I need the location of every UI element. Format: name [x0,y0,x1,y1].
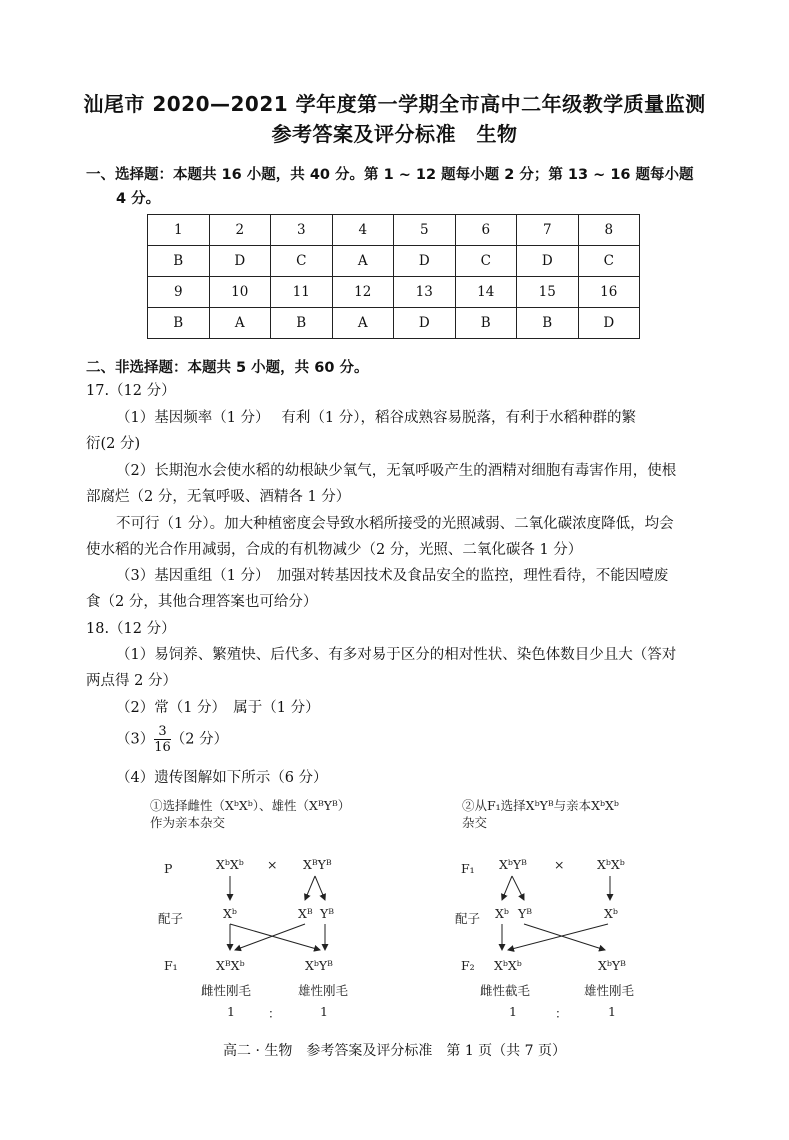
fraction-denominator: 16 [154,740,171,755]
diagram2-gamete: Xᵇ [495,906,509,921]
answer-cell: 15 [517,277,579,308]
diagram2-gamete-label: 配子 [455,911,481,926]
diagram2-male-parent: XᵇYᴮ [499,857,527,872]
answer-cell: D [394,308,456,339]
q17-line: 使水稻的光合作用减弱，合成的有机物减少（2 分，光照、二氧化碳各 1 分） [86,542,583,558]
diagram2-gamete: Yᴮ [518,906,533,921]
answer-cell: 13 [394,277,456,308]
answer-cell: A [332,246,394,277]
answer-cell: A [209,308,271,339]
diagram1-ratio: 1 [227,1004,235,1019]
diagram2-offspring: XᵇYᴮ [598,958,626,973]
diagram1-offspring: XᴮXᵇ [216,958,245,973]
diagram2-ratio: 1 [509,1004,517,1019]
answer-cell: B [517,308,579,339]
answer-cell: 11 [271,277,333,308]
diagram2-offspring: XᵇXᵇ [494,958,522,973]
diagram2-trait: 雄性刚毛 [584,983,635,998]
diagram1-trait: 雌性刚毛 [201,983,252,998]
q18-line: 两点得 2 分） [86,673,177,689]
answer-cell: B [455,308,517,339]
diagram2-female-parent: XᵇXᵇ [597,857,625,872]
answer-cell: 6 [455,215,517,246]
answer-cell: 1 [148,215,210,246]
answer-cell: B [148,308,210,339]
diagram1-ratio-colon: ： [268,1006,281,1021]
answer-cell: 10 [209,277,271,308]
diagram1-male-parent: XᴮYᴮ [303,857,332,872]
answer-cell: 9 [148,277,210,308]
answer-cell: 2 [209,215,271,246]
answer-cell: C [455,246,517,277]
diagram1-gamete: Xᵇ [223,906,237,921]
answer-cell: C [271,246,333,277]
answer-cell: D [578,308,640,339]
answer-cell: D [517,246,579,277]
answer-cell: 7 [517,215,579,246]
diagram2-trait: 雌性截毛 [480,983,531,998]
diagram1-caption: 作为亲本杂交 [150,815,226,830]
diagram1-female-parent: XᵇXᵇ [216,857,244,872]
q17-line: 食（2 分，其他合理答案也可给分） [86,594,318,610]
diagram1-gamete: Xᴮ [298,906,313,921]
section1-heading-cont: 4 分。 [116,191,161,207]
diagram2-cross: × [554,857,565,872]
q18-line: （4）遗传图解如下所示（6 分） [116,770,328,786]
answer-cell: 14 [455,277,517,308]
answer-cell: 16 [578,277,640,308]
diagram1-trait: 雄性刚毛 [298,983,349,998]
q18-line: （1）易饲养、繁殖快、后代多、有多对易于区分的相对性状、染色体数目少且大（答对 [116,647,677,663]
diagram1-cross: × [267,857,278,872]
answer-cell: B [271,308,333,339]
q17-line: 部腐烂（2 分，无氧呼吸、酒精各 1 分） [86,489,351,505]
answer-cell: 5 [394,215,456,246]
answer-cell: C [578,246,640,277]
diagram1-ratio: 1 [320,1004,328,1019]
answer-cell: 8 [578,215,640,246]
page-title: 汕尾市 2020—2021 学年度第一学期全市高中二年级教学质量监测 [83,92,706,116]
q18-head: 18.（12 分） [86,621,176,637]
q17-line: 衍(2 分) [86,436,141,452]
fraction-numerator: 3 [154,724,171,740]
q17-line: （3）基因重组（1 分） 加强对转基因技术及食品安全的监控，理性看待，不能因噎废 [116,568,669,584]
diagram2-caption: 杂交 [462,815,488,830]
q17-head: 17.（12 分） [86,383,176,399]
answer-cell: D [394,246,456,277]
q18-line: （2）常（1 分） 属于（1 分） [116,700,320,716]
answer-cell: D [209,246,271,277]
q18-3-prefix: （3） [116,731,155,748]
q17-line: （2）长期泡水会使水稻的幼根缺少氧气，无氧呼吸产生的酒精对细胞有毒害作用，使根 [116,463,677,479]
answer-cell: 3 [271,215,333,246]
q17-line: 不可行（1 分）。加大种植密度会导致水稻所接受的光照减弱、二氧化碳浓度降低，均会 [116,516,674,532]
q18-3-suffix: （2 分） [170,731,229,748]
diagram2-ratio: 1 [608,1004,616,1019]
section1-heading: 一、选择题：本题共 16 小题，共 40 分。第 1 ~ 12 题每小题 2 分；第 13 ~ 16 题每小题 [86,167,694,183]
diagram2-f1-label: F₁ [461,861,475,876]
diagram1-offspring: XᵇYᴮ [305,958,333,973]
diagram2-gamete: Xᵇ [604,906,618,921]
diagram1-caption: ①选择雌性（XᵇXᵇ）、雄性（XᴮYᴮ） [150,798,351,813]
answer-cell: 4 [332,215,394,246]
diagram2-caption: ②从F₁选择XᵇYᴮ与亲本XᵇXᵇ [462,798,619,813]
diagram1-gamete-label: 配子 [158,911,184,926]
answer-cell: A [332,308,394,339]
answer-cell: 12 [332,277,394,308]
section2-heading: 二、非选择题：本题共 5 小题，共 60 分。 [86,360,369,376]
diagram1-gamete: Yᴮ [320,906,335,921]
page-footer: 高二 · 生物 参考答案及评分标准 第 1 页（共 7 页） [223,1043,566,1059]
answer-cell: B [148,246,210,277]
q17-line: （1）基因频率（1 分） 有利（1 分），稻谷成熟容易脱落，有利于水稻种群的繁 [116,410,637,426]
page-subtitle: 参考答案及评分标准 生物 [271,122,518,146]
diagram1-p-label: P [164,861,173,876]
diagram2-ratio-colon: ： [555,1006,568,1021]
diagram2-f2-label: F₂ [461,958,475,973]
diagram1-f-label: F₁ [164,958,178,973]
